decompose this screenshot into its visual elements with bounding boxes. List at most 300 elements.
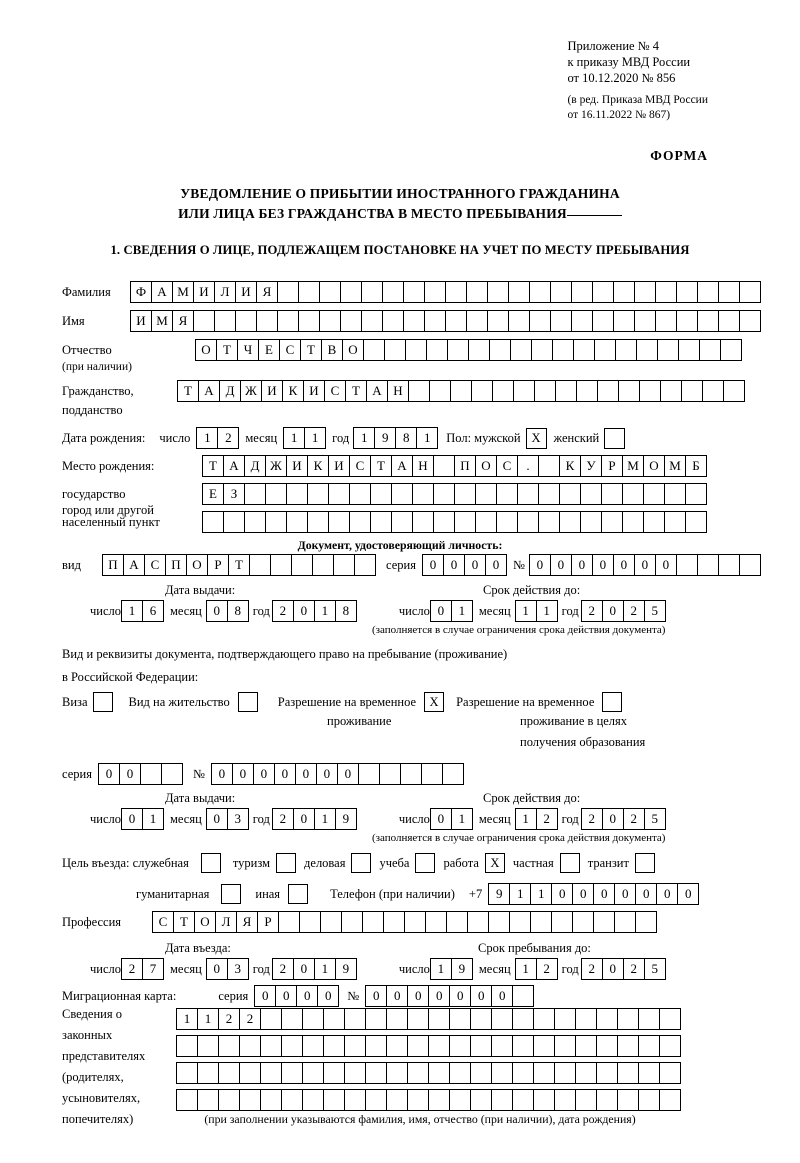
patronymic-cell[interactable] — [594, 339, 616, 361]
legal-3-cell[interactable] — [365, 1062, 387, 1084]
birthplace-3-cell[interactable] — [454, 511, 476, 533]
purpose-study-checkbox[interactable] — [415, 853, 435, 873]
surname-cell[interactable] — [508, 281, 530, 303]
permit-valid-month-cell[interactable]: 1 — [515, 808, 537, 830]
id-series-cell[interactable]: 0 — [443, 554, 465, 576]
legal-4-cell[interactable] — [260, 1089, 282, 1111]
legal-1-cell[interactable] — [302, 1008, 324, 1030]
permit-issue-month-cell[interactable]: 3 — [227, 808, 249, 830]
birthplace-3-cell[interactable] — [202, 511, 224, 533]
legal-3-cell[interactable] — [197, 1062, 219, 1084]
profession-cell[interactable] — [320, 911, 342, 933]
purpose-work-checkbox[interactable]: X — [485, 853, 505, 873]
profession-cell[interactable] — [551, 911, 573, 933]
birthplace-2-cell[interactable] — [265, 483, 287, 505]
birthplace-1-cell[interactable]: . — [517, 455, 539, 477]
citizenship-cell[interactable]: Д — [219, 380, 241, 402]
permit-valid-year-cell[interactable]: 0 — [602, 808, 624, 830]
name-cell[interactable] — [235, 310, 257, 332]
surname-cell[interactable] — [361, 281, 383, 303]
citizenship-cell[interactable] — [555, 380, 577, 402]
birthplace-3-cell[interactable] — [370, 511, 392, 533]
legal-3-cell[interactable] — [386, 1062, 408, 1084]
birthplace-3-cell[interactable] — [601, 511, 623, 533]
id-number-cell[interactable]: 0 — [634, 554, 656, 576]
permit-issue-day-cell[interactable]: 1 — [142, 808, 164, 830]
surname-cell[interactable] — [298, 281, 320, 303]
citizenship-cell[interactable] — [639, 380, 661, 402]
permit-number-cell[interactable] — [400, 763, 422, 785]
birthplace-2-cell[interactable] — [643, 483, 665, 505]
purpose-other-checkbox[interactable] — [288, 884, 308, 904]
citizenship-cell[interactable] — [513, 380, 535, 402]
profession-cell[interactable]: Я — [236, 911, 258, 933]
legal-3-cell[interactable] — [344, 1062, 366, 1084]
id-series-cell[interactable]: 0 — [464, 554, 486, 576]
entry-day-input[interactable] — [121, 958, 164, 980]
id-valid-day-cell[interactable]: 0 — [430, 600, 452, 622]
legal-3-cell[interactable] — [491, 1062, 513, 1084]
sex-male-checkbox[interactable]: X — [526, 428, 547, 449]
birth-year-cell[interactable]: 1 — [416, 427, 438, 449]
permit-number-cell[interactable]: 0 — [274, 763, 296, 785]
legal-2-cell[interactable] — [386, 1035, 408, 1057]
citizenship-cell[interactable] — [702, 380, 724, 402]
name-cell[interactable] — [214, 310, 236, 332]
phone-cell[interactable]: 0 — [656, 883, 678, 905]
legal-4-cell[interactable] — [617, 1089, 639, 1111]
birthplace-1-cell[interactable]: Т — [202, 455, 224, 477]
name-cell[interactable] — [697, 310, 719, 332]
legal-4-cell[interactable] — [638, 1089, 660, 1111]
birthplace-3-cell[interactable] — [307, 511, 329, 533]
patronymic-cell[interactable] — [720, 339, 742, 361]
birthplace-1-cell[interactable]: О — [643, 455, 665, 477]
legal-3-cell[interactable] — [176, 1062, 198, 1084]
permit-number-cell[interactable]: 0 — [337, 763, 359, 785]
legal-input-4[interactable] — [176, 1089, 681, 1111]
id-type-cell[interactable]: С — [144, 554, 166, 576]
birth-year-cell[interactable]: 8 — [395, 427, 417, 449]
permit-issue-year-input[interactable] — [272, 808, 357, 830]
birthplace-2-cell[interactable] — [538, 483, 560, 505]
permit-series-cell[interactable] — [161, 763, 183, 785]
patronymic-cell[interactable] — [510, 339, 532, 361]
citizenship-cell[interactable]: С — [324, 380, 346, 402]
legal-4-cell[interactable] — [218, 1089, 240, 1111]
id-type-input[interactable] — [102, 554, 376, 576]
entry-day-cell[interactable]: 7 — [142, 958, 164, 980]
permit-issue-month-input[interactable] — [206, 808, 249, 830]
permit-issue-year-cell[interactable]: 0 — [293, 808, 315, 830]
birthplace-3-cell[interactable] — [496, 511, 518, 533]
patronymic-cell[interactable] — [384, 339, 406, 361]
entry-day-cell[interactable]: 2 — [121, 958, 143, 980]
birthplace-input-3[interactable] — [202, 511, 707, 533]
legal-3-cell[interactable] — [638, 1062, 660, 1084]
legal-1-cell[interactable] — [365, 1008, 387, 1030]
legal-4-cell[interactable] — [470, 1089, 492, 1111]
migration-series-cell[interactable]: 0 — [296, 985, 318, 1007]
birthplace-2-cell[interactable]: Е — [202, 483, 224, 505]
legal-4-cell[interactable] — [533, 1089, 555, 1111]
phone-cell[interactable]: 0 — [677, 883, 699, 905]
id-type-cell[interactable] — [354, 554, 376, 576]
birth-month-cell[interactable]: 1 — [304, 427, 326, 449]
legal-3-cell[interactable] — [302, 1062, 324, 1084]
id-series-input[interactable] — [422, 554, 507, 576]
birthplace-3-cell[interactable] — [559, 511, 581, 533]
birthplace-2-cell[interactable] — [559, 483, 581, 505]
birthplace-3-cell[interactable] — [643, 511, 665, 533]
profession-cell[interactable]: С — [152, 911, 174, 933]
birthplace-1-cell[interactable]: Ж — [265, 455, 287, 477]
birthplace-3-cell[interactable] — [391, 511, 413, 533]
legal-3-cell[interactable] — [407, 1062, 429, 1084]
migration-series-cell[interactable]: 0 — [275, 985, 297, 1007]
name-cell[interactable] — [592, 310, 614, 332]
legal-2-cell[interactable] — [239, 1035, 261, 1057]
legal-3-cell[interactable] — [470, 1062, 492, 1084]
birthplace-1-cell[interactable]: И — [286, 455, 308, 477]
name-cell[interactable] — [466, 310, 488, 332]
birthplace-1-cell[interactable]: К — [307, 455, 329, 477]
name-cell[interactable] — [382, 310, 404, 332]
permit-valid-day-input[interactable] — [430, 808, 473, 830]
legal-3-cell[interactable] — [281, 1062, 303, 1084]
legal-2-cell[interactable] — [260, 1035, 282, 1057]
id-number-cell[interactable]: 0 — [655, 554, 677, 576]
permit-number-cell[interactable] — [442, 763, 464, 785]
birth-year-cell[interactable]: 9 — [374, 427, 396, 449]
citizenship-cell[interactable] — [618, 380, 640, 402]
patronymic-cell[interactable] — [657, 339, 679, 361]
id-valid-year-cell[interactable]: 5 — [644, 600, 666, 622]
surname-cell[interactable] — [445, 281, 467, 303]
profession-cell[interactable]: О — [194, 911, 216, 933]
legal-1-cell[interactable] — [512, 1008, 534, 1030]
birthplace-1-cell[interactable]: О — [475, 455, 497, 477]
purpose-business-checkbox[interactable] — [351, 853, 371, 873]
legal-4-cell[interactable] — [323, 1089, 345, 1111]
entry-month-input[interactable] — [206, 958, 249, 980]
birthplace-1-cell[interactable]: П — [454, 455, 476, 477]
purpose-humanitarian-checkbox[interactable] — [221, 884, 241, 904]
permit-number-cell[interactable]: 0 — [211, 763, 233, 785]
birthplace-1-cell[interactable]: С — [349, 455, 371, 477]
legal-4-cell[interactable] — [659, 1089, 681, 1111]
patronymic-cell[interactable] — [447, 339, 469, 361]
birthplace-2-cell[interactable] — [496, 483, 518, 505]
patronymic-cell[interactable] — [405, 339, 427, 361]
id-issue-year-input[interactable] — [272, 600, 357, 622]
permit-issue-day-cell[interactable]: 0 — [121, 808, 143, 830]
id-type-cell[interactable]: П — [165, 554, 187, 576]
legal-1-cell[interactable] — [470, 1008, 492, 1030]
legal-4-cell[interactable] — [176, 1089, 198, 1111]
legal-3-cell[interactable] — [239, 1062, 261, 1084]
name-cell[interactable]: И — [130, 310, 152, 332]
legal-4-cell[interactable] — [407, 1089, 429, 1111]
id-number-cell[interactable]: 0 — [529, 554, 551, 576]
id-issue-year-cell[interactable]: 8 — [335, 600, 357, 622]
legal-3-cell[interactable] — [533, 1062, 555, 1084]
permit-valid-month-cell[interactable]: 2 — [536, 808, 558, 830]
patronymic-cell[interactable]: Т — [216, 339, 238, 361]
legal-2-cell[interactable] — [428, 1035, 450, 1057]
id-type-cell[interactable] — [333, 554, 355, 576]
legal-3-cell[interactable] — [323, 1062, 345, 1084]
birthplace-2-cell[interactable] — [580, 483, 602, 505]
birthplace-3-cell[interactable] — [538, 511, 560, 533]
surname-cell[interactable] — [277, 281, 299, 303]
legal-1-cell[interactable] — [260, 1008, 282, 1030]
birthplace-1-cell[interactable]: М — [622, 455, 644, 477]
permit-number-cell[interactable] — [358, 763, 380, 785]
legal-4-cell[interactable] — [239, 1089, 261, 1111]
legal-2-cell[interactable] — [365, 1035, 387, 1057]
legal-4-cell[interactable] — [575, 1089, 597, 1111]
birthplace-3-cell[interactable] — [328, 511, 350, 533]
profession-cell[interactable] — [635, 911, 657, 933]
patronymic-cell[interactable]: Е — [258, 339, 280, 361]
id-issue-year-cell[interactable]: 0 — [293, 600, 315, 622]
permit-valid-year-cell[interactable]: 2 — [581, 808, 603, 830]
birthplace-1-cell[interactable]: И — [328, 455, 350, 477]
profession-cell[interactable]: Л — [215, 911, 237, 933]
birthplace-3-cell[interactable] — [517, 511, 539, 533]
id-valid-year-input[interactable] — [581, 600, 666, 622]
patronymic-cell[interactable]: В — [321, 339, 343, 361]
legal-2-cell[interactable] — [533, 1035, 555, 1057]
purpose-service-checkbox[interactable] — [201, 853, 221, 873]
id-number-cell[interactable]: 0 — [613, 554, 635, 576]
name-cell[interactable] — [634, 310, 656, 332]
patronymic-cell[interactable] — [531, 339, 553, 361]
legal-1-cell[interactable] — [575, 1008, 597, 1030]
patronymic-cell[interactable]: О — [195, 339, 217, 361]
surname-cell[interactable]: И — [193, 281, 215, 303]
birthplace-input-2[interactable] — [202, 483, 707, 505]
id-type-cell[interactable] — [312, 554, 334, 576]
id-issue-day-input[interactable] — [121, 600, 164, 622]
birthplace-1-cell[interactable]: Т — [370, 455, 392, 477]
legal-1-cell[interactable] — [449, 1008, 471, 1030]
profession-cell[interactable] — [614, 911, 636, 933]
permit-number-cell[interactable]: 0 — [316, 763, 338, 785]
permit-valid-year-cell[interactable]: 2 — [623, 808, 645, 830]
id-valid-year-cell[interactable]: 2 — [623, 600, 645, 622]
profession-cell[interactable] — [278, 911, 300, 933]
legal-1-cell[interactable] — [281, 1008, 303, 1030]
legal-2-cell[interactable] — [554, 1035, 576, 1057]
legal-3-cell[interactable] — [218, 1062, 240, 1084]
legal-4-cell[interactable] — [512, 1089, 534, 1111]
profession-cell[interactable] — [530, 911, 552, 933]
legal-1-cell[interactable] — [659, 1008, 681, 1030]
legal-2-cell[interactable] — [491, 1035, 513, 1057]
permit-series-cell[interactable]: 0 — [98, 763, 120, 785]
profession-cell[interactable] — [446, 911, 468, 933]
profession-cell[interactable] — [572, 911, 594, 933]
name-cell[interactable] — [193, 310, 215, 332]
surname-cell[interactable] — [676, 281, 698, 303]
legal-1-cell[interactable]: 1 — [176, 1008, 198, 1030]
citizenship-cell[interactable] — [408, 380, 430, 402]
permit-number-input[interactable] — [211, 763, 464, 785]
legal-4-cell[interactable] — [554, 1089, 576, 1111]
surname-cell[interactable]: Я — [256, 281, 278, 303]
birth-month-input[interactable] — [283, 427, 326, 449]
surname-cell[interactable] — [466, 281, 488, 303]
citizenship-cell[interactable] — [471, 380, 493, 402]
legal-3-cell[interactable] — [596, 1062, 618, 1084]
birthplace-3-cell[interactable] — [286, 511, 308, 533]
permit-number-cell[interactable]: 0 — [232, 763, 254, 785]
id-issue-year-cell[interactable]: 1 — [314, 600, 336, 622]
surname-cell[interactable] — [613, 281, 635, 303]
patronymic-cell[interactable] — [468, 339, 490, 361]
phone-cell[interactable]: 1 — [509, 883, 531, 905]
migration-number-cell[interactable]: 0 — [491, 985, 513, 1007]
citizenship-cell[interactable] — [450, 380, 472, 402]
name-cell[interactable]: М — [151, 310, 173, 332]
migration-number-cell[interactable]: 0 — [470, 985, 492, 1007]
citizenship-cell[interactable] — [660, 380, 682, 402]
stay-year-cell[interactable]: 2 — [581, 958, 603, 980]
phone-cell[interactable]: 0 — [593, 883, 615, 905]
migration-number-cell[interactable]: 0 — [407, 985, 429, 1007]
profession-cell[interactable] — [341, 911, 363, 933]
patronymic-cell[interactable]: Т — [300, 339, 322, 361]
legal-4-cell[interactable] — [302, 1089, 324, 1111]
id-valid-month-cell[interactable]: 1 — [515, 600, 537, 622]
id-type-cell[interactable]: Т — [228, 554, 250, 576]
profession-cell[interactable] — [299, 911, 321, 933]
permit-valid-year-cell[interactable]: 5 — [644, 808, 666, 830]
birthplace-3-cell[interactable] — [244, 511, 266, 533]
id-issue-month-cell[interactable]: 0 — [206, 600, 228, 622]
permit-number-cell[interactable]: 0 — [295, 763, 317, 785]
patronymic-input[interactable] — [195, 339, 742, 361]
legal-2-cell[interactable] — [659, 1035, 681, 1057]
surname-cell[interactable]: М — [172, 281, 194, 303]
legal-2-cell[interactable] — [575, 1035, 597, 1057]
birthplace-1-cell[interactable]: С — [496, 455, 518, 477]
legal-1-cell[interactable]: 2 — [239, 1008, 261, 1030]
id-number-cell[interactable] — [697, 554, 719, 576]
migration-number-cell[interactable]: 0 — [449, 985, 471, 1007]
id-type-cell[interactable]: Р — [207, 554, 229, 576]
birthplace-1-cell[interactable]: У — [580, 455, 602, 477]
surname-cell[interactable] — [718, 281, 740, 303]
surname-cell[interactable]: Л — [214, 281, 236, 303]
legal-input-1[interactable] — [176, 1008, 681, 1030]
name-cell[interactable] — [718, 310, 740, 332]
permit-series-input[interactable] — [98, 763, 183, 785]
id-number-input[interactable] — [529, 554, 761, 576]
permit-valid-day-cell[interactable]: 1 — [451, 808, 473, 830]
permit-series-cell[interactable]: 0 — [119, 763, 141, 785]
birthplace-3-cell[interactable] — [433, 511, 455, 533]
id-type-cell[interactable]: П — [102, 554, 124, 576]
name-cell[interactable] — [319, 310, 341, 332]
patronymic-cell[interactable] — [552, 339, 574, 361]
birthplace-2-cell[interactable] — [286, 483, 308, 505]
legal-2-cell[interactable] — [281, 1035, 303, 1057]
birthplace-2-cell[interactable] — [685, 483, 707, 505]
id-valid-year-cell[interactable]: 2 — [581, 600, 603, 622]
profession-cell[interactable] — [425, 911, 447, 933]
id-type-cell[interactable] — [249, 554, 271, 576]
surname-cell[interactable] — [634, 281, 656, 303]
id-type-cell[interactable] — [270, 554, 292, 576]
purpose-tourism-checkbox[interactable] — [276, 853, 296, 873]
temp-residence-checkbox[interactable]: X — [424, 692, 444, 712]
patronymic-cell[interactable]: О — [342, 339, 364, 361]
profession-cell[interactable]: Р — [257, 911, 279, 933]
legal-2-cell[interactable] — [470, 1035, 492, 1057]
birthplace-2-cell[interactable] — [307, 483, 329, 505]
name-cell[interactable]: Я — [172, 310, 194, 332]
name-cell[interactable] — [655, 310, 677, 332]
patronymic-cell[interactable] — [636, 339, 658, 361]
birthplace-1-cell[interactable]: М — [664, 455, 686, 477]
migration-number-cell[interactable]: 0 — [428, 985, 450, 1007]
migration-series-input[interactable] — [254, 985, 339, 1007]
phone-cell[interactable]: 0 — [551, 883, 573, 905]
migration-number-cell[interactable] — [512, 985, 534, 1007]
legal-1-cell[interactable]: 1 — [197, 1008, 219, 1030]
edu-residence-checkbox[interactable] — [602, 692, 622, 712]
citizenship-cell[interactable]: Т — [177, 380, 199, 402]
entry-month-cell[interactable]: 3 — [227, 958, 249, 980]
profession-cell[interactable] — [593, 911, 615, 933]
patronymic-cell[interactable] — [426, 339, 448, 361]
citizenship-cell[interactable] — [597, 380, 619, 402]
phone-cell[interactable]: 0 — [635, 883, 657, 905]
legal-2-cell[interactable] — [638, 1035, 660, 1057]
citizenship-cell[interactable]: Т — [345, 380, 367, 402]
birthplace-3-cell[interactable] — [580, 511, 602, 533]
stay-month-input[interactable] — [515, 958, 558, 980]
legal-2-cell[interactable] — [407, 1035, 429, 1057]
birthplace-2-cell[interactable] — [391, 483, 413, 505]
entry-year-input[interactable] — [272, 958, 357, 980]
legal-3-cell[interactable] — [554, 1062, 576, 1084]
birth-year-input[interactable] — [353, 427, 438, 449]
patronymic-cell[interactable] — [615, 339, 637, 361]
legal-4-cell[interactable] — [386, 1089, 408, 1111]
birthplace-2-cell[interactable] — [454, 483, 476, 505]
birthplace-1-cell[interactable]: Р — [601, 455, 623, 477]
surname-cell[interactable] — [382, 281, 404, 303]
birthplace-2-cell[interactable] — [601, 483, 623, 505]
legal-3-cell[interactable] — [512, 1062, 534, 1084]
id-issue-year-cell[interactable]: 2 — [272, 600, 294, 622]
legal-1-cell[interactable] — [386, 1008, 408, 1030]
birthplace-3-cell[interactable] — [412, 511, 434, 533]
birth-day-input[interactable] — [196, 427, 239, 449]
id-valid-day-input[interactable] — [430, 600, 473, 622]
citizenship-cell[interactable]: И — [261, 380, 283, 402]
migration-number-input[interactable] — [365, 985, 534, 1007]
legal-2-cell[interactable] — [344, 1035, 366, 1057]
legal-3-cell[interactable] — [617, 1062, 639, 1084]
id-valid-month-cell[interactable]: 1 — [536, 600, 558, 622]
legal-3-cell[interactable] — [428, 1062, 450, 1084]
permit-number-cell[interactable] — [421, 763, 443, 785]
